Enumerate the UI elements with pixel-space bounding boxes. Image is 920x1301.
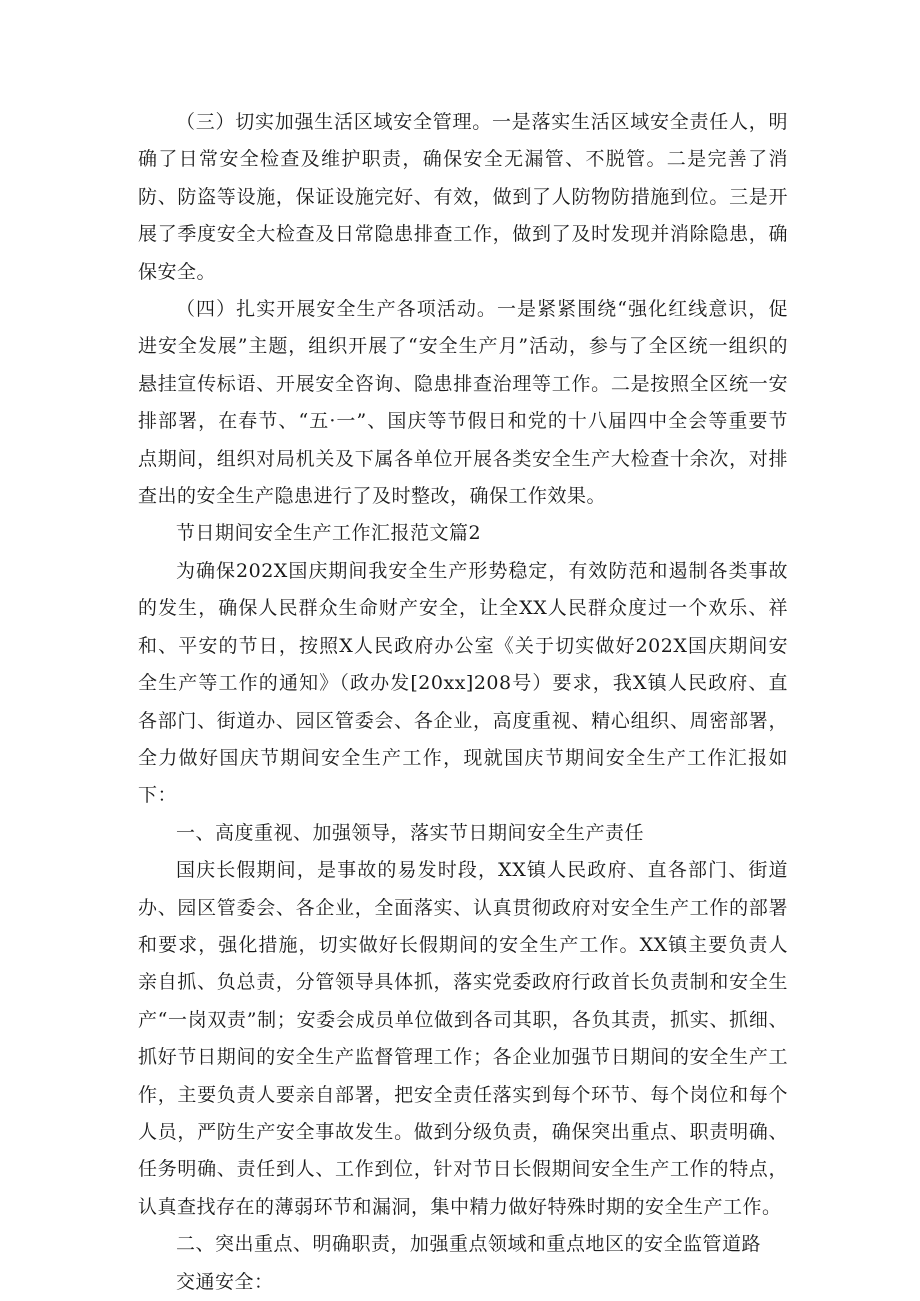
paragraph-section-3: （三）切实加强生活区域安全管理。一是落实生活区域安全责任人，明确了日常安全检查及维护职责，确保安全无漏管、不脱管。二是完善了消防、防盗等设施，保证设施完好、有效，做到了人防物防措施到位。三是开展了季度安全大检查及日常隐患排查工作，做到了及时发现并消除隐患，确保安全。 [138,111,788,283]
section-1-heading: 一、高度重视、加强领导，落实节日期间安全生产责任 [176,821,645,844]
section-2-tail: 交通安全： [176,1270,274,1293]
paragraph-intro: 为确保202X国庆期间我安全生产形势稳定，有效防范和遏制各类事故的发生，确保人民群众生命财产安全，让全XX人民群众度过一个欢乐、祥和、平安的节日，按照X人民政府办公室《关于切实做好202X国庆期间安全生产等工作的通知》（政办发[20xx]208号）要求，我X镇人民政府、直各部门、街道办、园区管委会、各企业，高度重视、精心组织、周密部署，全力做好国庆节期间安全生产工作，现就国庆节期间安全生产工作汇报如下： [138,559,788,807]
paragraph-section-4: （四）扎实开展安全生产各项活动。一是紧紧围绕“强化红线意识，促进安全发展”主题，组织开展了“安全生产月”活动，参与了全区统一组织的悬挂宣传标语、开展安全咨询、隐患排查治理等工作。二是按照全区统一安排部署，在春节、“五·一”、国庆等节假日和党的十八届四中全会等重要节点期间，组织对局机关及下属各单位开展各类安全生产大检查十余次，对排查出的安全生产隐患进行了及时整改，确保工作效果。 [138,298,788,508]
paragraph-section-1-body: 国庆长假期间，是事故的易发时段，XX镇人民政府、直各部门、街道办、园区管委会、各企业，全面落实、认真贯彻政府对安全生产工作的部署和要求，强化措施，切实做好长假期间的安全生产工作。XX镇主要负责人亲自抓、负总责，分管领导具体抓，落实党委政府行政首长负责制和安全生产“一岗双责”制；安委会成员单位做到各司其职，各负其责，抓实、抓细、抓好节日期间的安全生产监督管理工作；各企业加强节日期间的安全生产工作，主要负责人要亲自部署，把安全责任落实到每个环节、每个岗位和每个人员，严防生产安全事故发生。做到分级负责，确保突出重点、职责明确、任务明确、责任到人、工作到位，针对节日长假期间安全生产工作的特点，认真查找存在的薄弱环节和漏洞，集中精力做好特殊时期的安全生产工作。 [138,859,788,1218]
article-title: 节日期间安全生产工作汇报范文篇2 [176,522,482,545]
section-2-heading: 二、突出重点、明确职责，加强重点领域和重点地区的安全监管道路 [176,1233,762,1256]
document-body [138,104,788,1301]
